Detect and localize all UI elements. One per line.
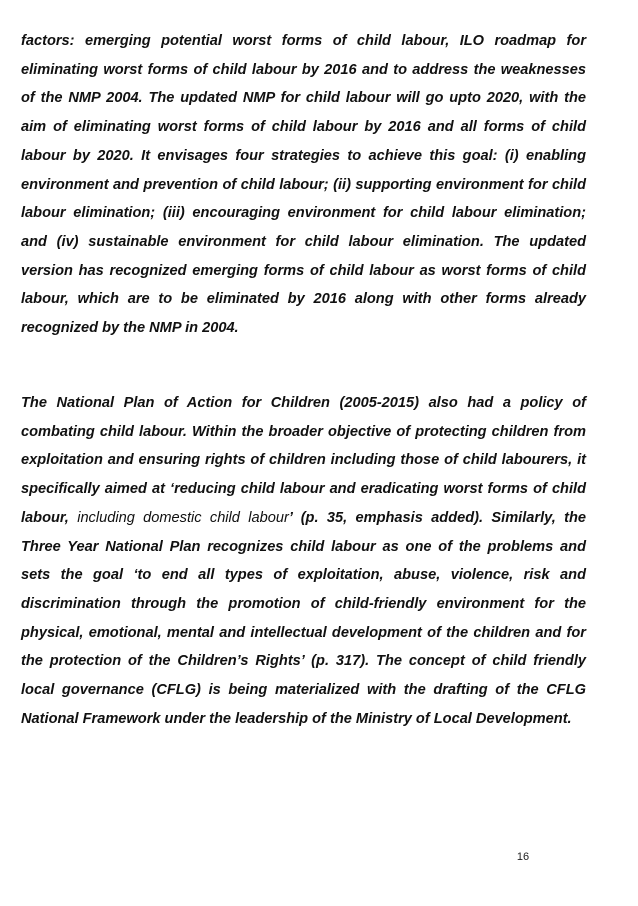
paragraph-text-end: ’ (p. 35, emphasis added). Similarly, the Three Year National Plan recognizes child labour as one of the problems and sets the goal ‘to end all types of exploitation, abuse, violence, risk and discrimination through the promotion of child-friendly environment for the physical, emotional, mental and intellectual development of the children and for the protection of the Children’s Rights’ (p. 317). The concept of child friendly local governance (CFLG) is being materialized with the drafting of the CFLG National Framework under the leadership of the Ministry of Local Development.: [21, 509, 586, 727]
emphasized-phrase: including domestic child labour: [77, 509, 289, 526]
page-number: 16: [516, 851, 530, 863]
paragraph-national-plan-of-action: [21, 389, 586, 733]
paragraph-npm-child-labour: factors: emerging potential worst forms of child labour, ILO roadmap for eliminating worst forms of child labour by 2016 and to address the weaknesses of the NMP 2004. The updated NMP for child labour will go upto 2020, with the aim of eliminating worst forms of child labour by 2016 and all forms of child labour by 2020. It envisages four strategies to achieve this goal: (i) enabling environment and prevention of child labour; (ii) supporting environment for child labour elimination; (iii) encouraging environment for child labour elimination; and (iv) sustainable environment for child labour elimination. The updated version has recognized emerging forms of child labour as worst forms of child labour, which are to be eliminated by 2016 along with other forms already recognized by the NMP in 2004.: [21, 33, 586, 337]
paragraph-text-start: The National Plan of Action for Children (2005-2015) also had a policy of combating child labour. Within the broader objective of protecting children from exploitation and ensuring rights of children including those of child labourers, it specifically aimed at ‘reducing child labour and eradicating worst forms of child labour,: [21, 395, 586, 526]
